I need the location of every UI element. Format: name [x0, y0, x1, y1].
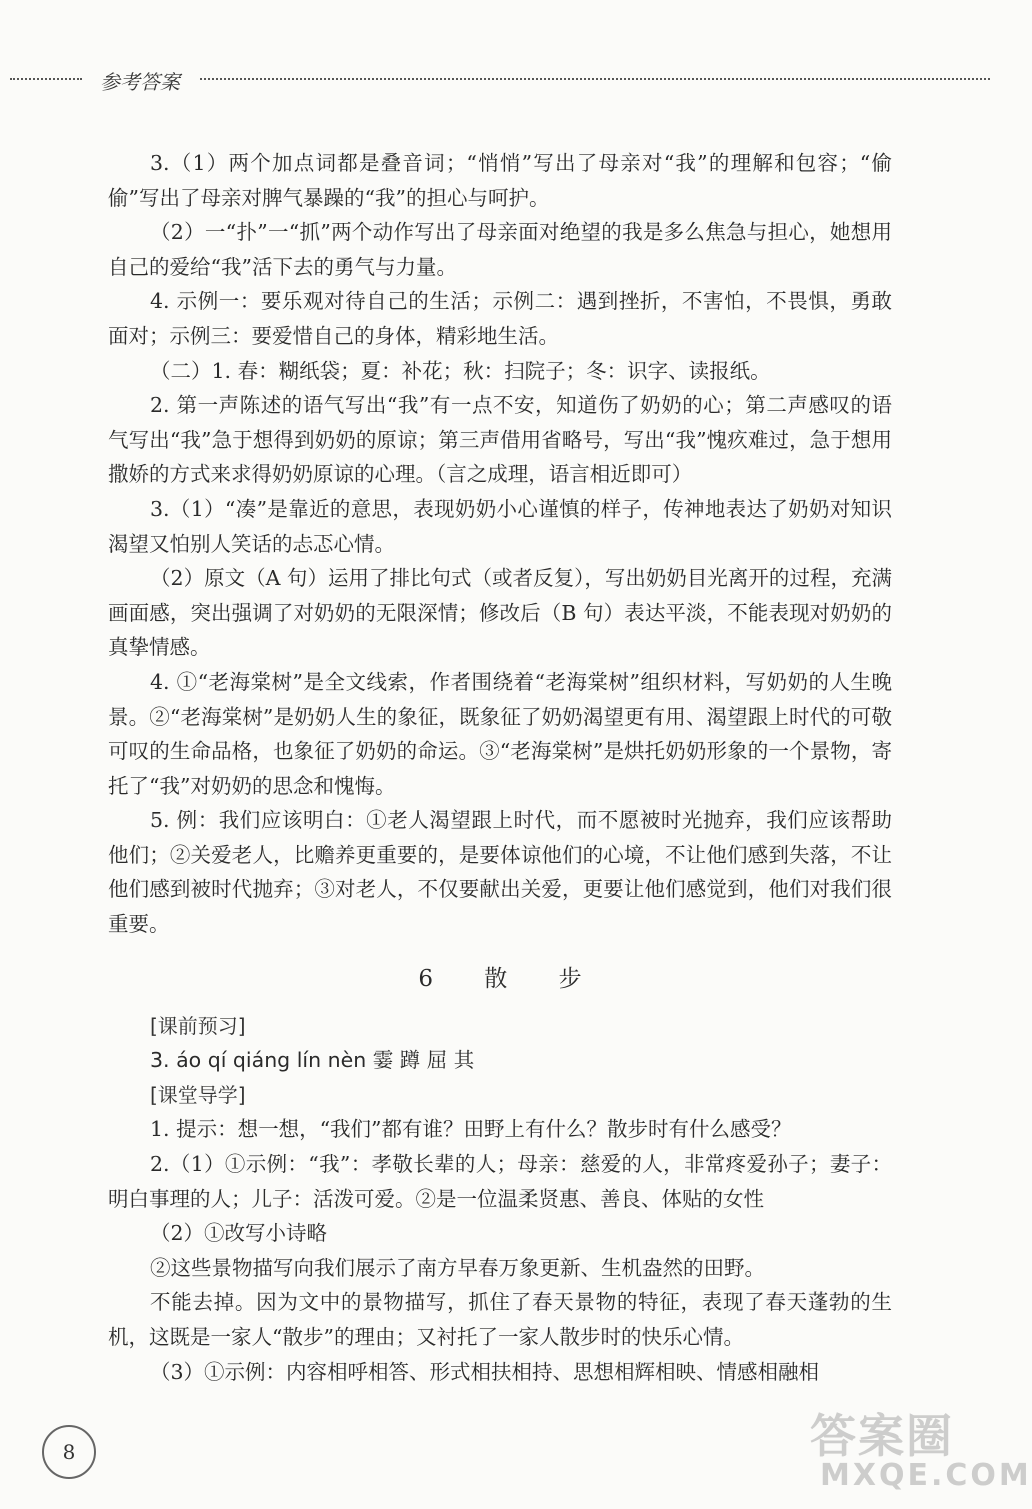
answer-content: [108, 146, 892, 1389]
answer-paragraph: 3.（1）“凑”是靠近的意思，表现奶奶小心谨慎的样子，传神地表达了奶奶对知识渴望又怕别人笑话的忐忑心情。: [108, 496, 892, 556]
answer-paragraph: 4. ①“老海棠树”是全文线索，作者围绕着“老海棠树”组织材料，写奶奶的人生晚景。②“老海棠树”是奶奶人生的象征，既象征了奶奶渴望更有用、渴望跟上时代的可敬可叹的生命品格，也象征了奶奶的命运。③“老海棠树”是烘托奶奶形象的一个景物，寄托了“我”对奶奶的思念和愧悔。: [108, 669, 892, 798]
answer-paragraph: 2.（1）①示例：“我”：孝敬长辈的人；母亲：慈爱的人，非常疼爱孙子；妻子：明白事理的人；儿子：活泼可爱。②是一位温柔贤惠、善良、体贴的女性: [108, 1152, 892, 1211]
watermark-text-bottom: MXQE.COM: [820, 1458, 1032, 1493]
header-dotted-rule-left: [10, 78, 82, 80]
page-number: 8: [42, 1425, 96, 1479]
answer-paragraph: （2）一“扑”一“抓”两个动作写出了母亲面对绝望的我是多么焦急与担心，她想用自己的爱给“我”活下去的勇气与力量。: [108, 220, 892, 279]
answer-paragraph: ②这些景物描写向我们展示了南方早春万象更新、生机盎然的田野。: [150, 1255, 765, 1280]
section-title: 6 散 步: [418, 965, 604, 992]
answer-paragraph: （2）①改写小诗略: [150, 1221, 328, 1246]
answer-paragraph: 5. 例：我们应该明白：①老人渴望跟上时代，而不愿被时光抛弃，我们应该帮助他们；②关爱老人，比赡养更重要的，是要体谅他们的心境，不让他们感到失落，不让他们感到被时代抛弃；③对老人，不仅要献出关爱，更要让他们感觉到，他们对我们很重要。: [108, 808, 892, 937]
answer-paragraph: 不能去掉。因为文中的景物描写，抓住了春天景物的特征，表现了春天蓬勃的生机，这既是一家人“散步”的理由；又衬托了一家人散步时的快乐心情。: [108, 1290, 892, 1349]
answer-paragraph: 4. 示例一：要乐观对待自己的生活；示例二：遇到挫折，不害怕，不畏惧，勇敢面对；示例三：要爱惜自己的身体，精彩地生活。: [108, 289, 892, 348]
class-guide-heading: [课堂导学]: [150, 1082, 246, 1107]
answer-paragraph: （3）①示例：内容相呼相答、形式相扶相持、思想相辉相映、情感相融相: [150, 1359, 820, 1384]
answer-paragraph: 1. 提示：想一想，“我们”都有谁？田野上有什么？散步时有什么感受？: [150, 1117, 792, 1142]
watermark-text-top: 答案圈: [810, 1409, 954, 1463]
answer-paragraph: 3.（1）两个加点词都是叠音词；“悄悄”写出了母亲对“我”的理解和包容；“偷偷”写出了母亲对脾气暴躁的“我”的担心与呵护。: [108, 151, 892, 210]
page-header: [0, 62, 1000, 98]
answer-paragraph: （二）1. 春：糊纸袋；夏：补花；秋：扫院子；冬：识字、读报纸。: [150, 358, 771, 383]
header-dotted-rule-right: [200, 78, 990, 80]
header-title: 参考答案: [100, 70, 180, 94]
preview-answer: 3. áo qí qiáng lín nèn 霎 蹲 屈 其: [150, 1048, 475, 1073]
watermark-logo: [800, 1400, 1032, 1500]
answer-paragraph: （2）原文（A 句）运用了排比句式（或者反复），写出奶奶目光离开的过程，充满画面感，突出强调了对奶奶的无限深情；修改后（B 句）表达平淡，不能表现对奶奶的真挚情感。: [108, 566, 892, 660]
preview-heading: [课前预习]: [150, 1013, 246, 1038]
answer-paragraph: 2. 第一声陈述的语气写出“我”有一点不安，知道伤了奶奶的心；第二声感叹的语气写出“我”急于想得到奶奶的原谅；第三声借用省略号，写出“我”愧疚难过，急于想用撒娇的方式来求得奶奶原谅的心理。（言之成理，语言相近即可）: [108, 393, 892, 487]
